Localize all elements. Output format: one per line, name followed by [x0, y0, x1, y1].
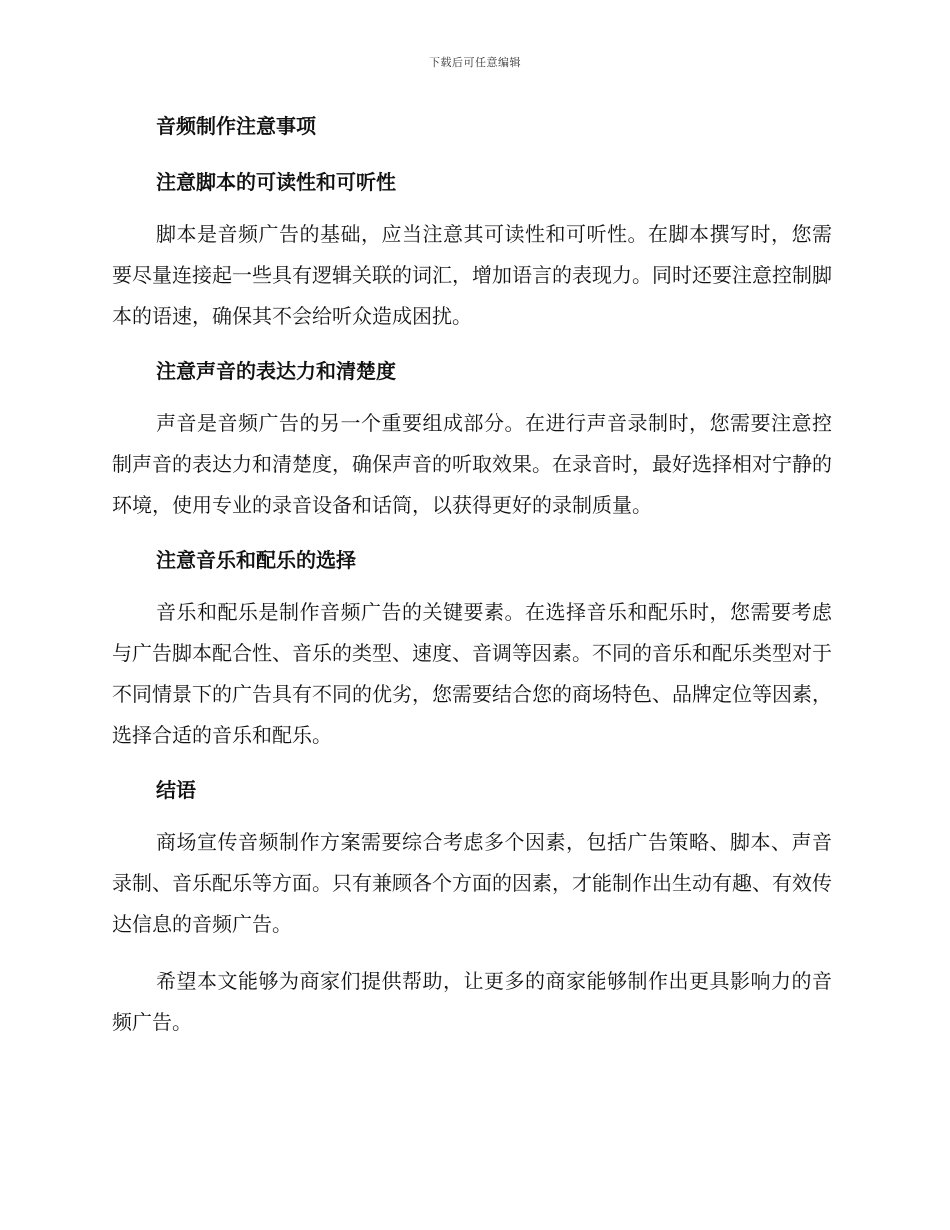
section-body-script: 脚本是音频广告的基础，应当注意其可读性和可听性。在脚本撰写时，您需要尽量连接起一些具有逻辑关联的词汇，增加语言的表现力。同时还要注意控制脚本的语速，确保其不会给听众造成困扰。: [112, 222, 832, 328]
page-header-note: 下载后可任意编辑: [429, 56, 521, 69]
section-heading-music: 注意音乐和配乐的选择: [156, 548, 356, 572]
document-title: 音频制作注意事项: [156, 114, 316, 138]
section-body-music: 音乐和配乐是制作音频广告的关键要素。在选择音乐和配乐时，您需要考虑与广告脚本配合性、音乐的类型、速度、音调等因素。不同的音乐和配乐类型对于不同情景下的广告具有不同的优劣，您需要结合您的商场特色、品牌定位等因素，选择合适的音乐和配乐。: [112, 600, 832, 747]
section-heading-voice: 注意声音的表达力和清楚度: [156, 359, 396, 383]
section-body-voice: 声音是音频广告的另一个重要组成部分。在进行声音录制时，您需要注意控制声音的表达力和清楚度，确保声音的听取效果。在录音时，最好选择相对宁静的环境，使用专业的录音设备和话筒，以获得更好的录制质量。: [112, 411, 832, 517]
section-heading-script: 注意脚本的可读性和可听性: [156, 170, 396, 194]
conclusion-paragraph-2: 希望本文能够为商家们提供帮助，让更多的商家能够制作出更具影响力的音频广告。: [112, 969, 832, 1034]
conclusion-heading: 结语: [156, 778, 196, 802]
document-body: [112, 108, 832, 1059]
conclusion-paragraph-1: 商场宣传音频制作方案需要综合考虑多个因素，包括广告策略、脚本、声音录制、音乐配乐等方面。只有兼顾各个方面的因素，才能制作出生动有趣、有效传达信息的音频广告。: [112, 830, 832, 936]
